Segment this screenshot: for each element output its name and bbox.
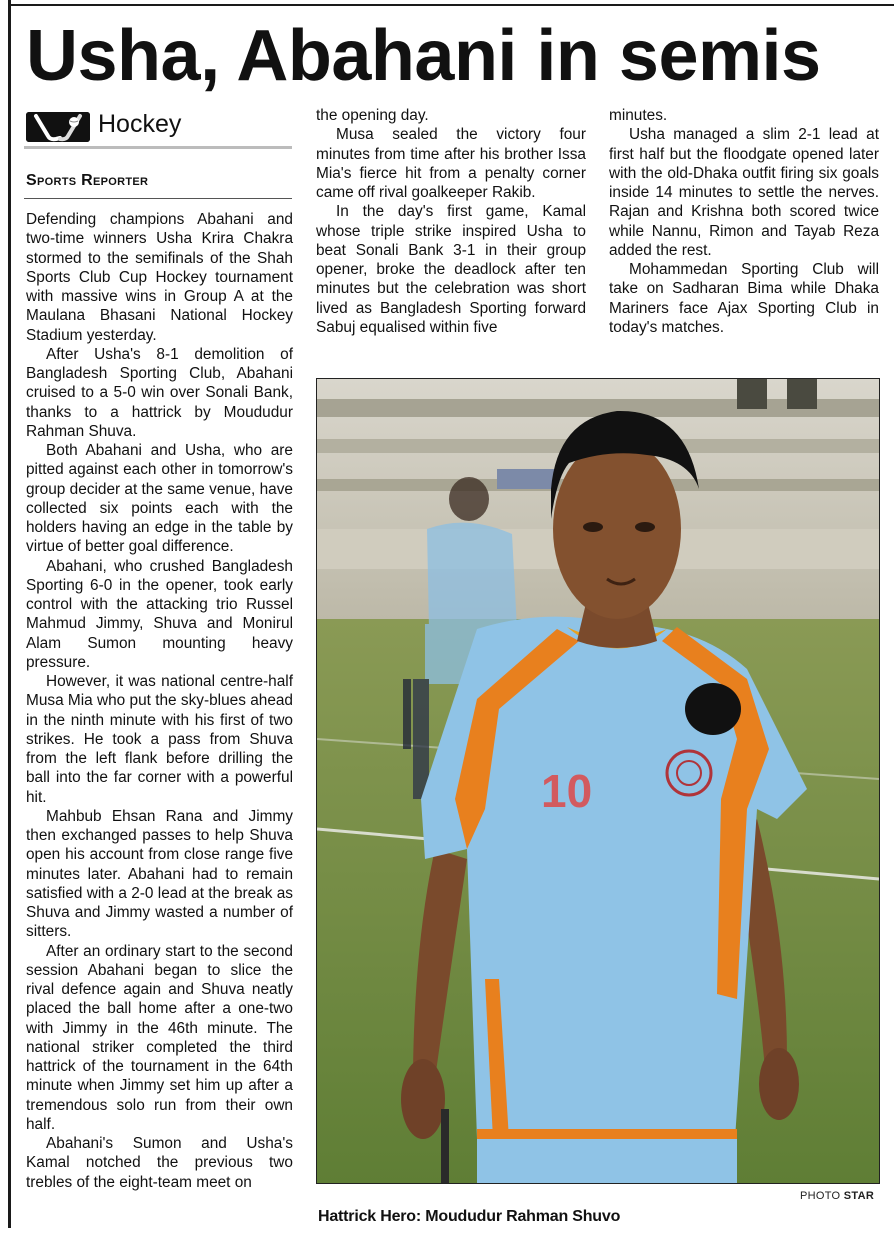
- byline-rule: [24, 198, 292, 199]
- paragraph: the opening day.: [316, 107, 429, 124]
- paragraph: However, it was national centre-half Musa Mia who put the sky-blues ahead in the ninth minute with his first of two strikes. He took a pass from Shuva from the left flank before drilling the ball into the far corner with a powerful hit.: [26, 673, 293, 806]
- photo-caption: Hattrick Hero: Moududur Rahman Shuvo: [318, 1208, 621, 1225]
- paragraph: After Usha's 8-1 demolition of Bangladesh Sporting Club, Abahani cruised to a 5-0 win over Sonali Bank, thanks to a hattrick by Moududur Rahman Shuva.: [26, 345, 293, 440]
- article-column-1: [26, 210, 293, 1192]
- paragraph: After an ordinary start to the second session Abahani began to slice the rival defence again and Shuva neatly placed the ball home after a one-two with Jimmy in the 46th minute. The national striker completed the third hattrick of the tournament in the 64th minute when Jimmy set him up after a tremendous solo run from their own half.: [26, 942, 293, 1133]
- byline: Sports Reporter: [26, 172, 149, 189]
- paragraph: minutes.: [609, 107, 668, 124]
- paragraph: Defending champions Abahani and two-time winners Usha Krira Chakra stormed to the semifinals of the Shah Sports Club Cup Hockey tournament with massive wins in Group A at the Maulana Bhasani National Hockey Stadium yesterday.: [26, 211, 293, 344]
- paragraph: Abahani's Sumon and Usha's Kamal notched the previous two trebles of the eight-team meet on: [26, 1135, 293, 1191]
- article-column-2: [316, 106, 586, 337]
- section-logo: [24, 106, 292, 150]
- paragraph: Musa sealed the victory four minutes from time after his brother Issa Mia's fierce hit from a penalty corner came off rival goalkeeper Rakib.: [316, 126, 586, 201]
- left-column-rule: [8, 0, 11, 1228]
- paragraph: In the day's first game, Kamal whose triple strike inspired Usha to beat Sonali Bank 3-1 in their group opener, broke the deadlock after ten minutes but the celebration was short lived as Bangladesh Sporting forward Sabuj equalised within five: [316, 203, 586, 336]
- section-underline: [24, 146, 292, 149]
- jersey-number: 10: [541, 765, 593, 817]
- article-column-3: [609, 106, 879, 337]
- paragraph: Mahbub Ehsan Rana and Jimmy then exchanged passes to help Shuva open his account from close range five minutes later. Abahani had to remain satisfied with a 2-0 lead at the break as Shuva and Jimmy wasted a number of sitters.: [26, 807, 293, 941]
- headline: Usha, Abahani in semis: [26, 16, 821, 96]
- paragraph: Usha managed a slim 2-1 lead at first half but the floodgate opened later with the old-Dhaka outfit firing six goals inside 14 minutes to settle the nerves. Rajan and Krishna both scored twice while Nannu, Rimon and Tayab Reza added the rest.: [609, 126, 879, 259]
- section-label: Hockey: [98, 110, 182, 138]
- player-photo: [316, 378, 880, 1184]
- paragraph: Abahani, who crushed Bangladesh Sporting 6-0 in the opener, took early control with the attacking trio Russel Mahmud Jimmy, Shuva and Monirul Alam Sumon mounting heavy pressure.: [26, 557, 293, 671]
- photo-credit-prefix: PHOTO: [800, 1190, 841, 1202]
- photo-credit-source: STAR: [843, 1190, 875, 1202]
- hockey-sticks-icon: [26, 112, 90, 142]
- paragraph: Mohammedan Sporting Club will take on Sadharan Bima while Dhaka Mariners face Ajax Sporting Club in today's matches.: [609, 261, 879, 336]
- photo-credit: [800, 1190, 874, 1202]
- paragraph: Both Abahani and Usha, who are pitted against each other in tomorrow's group decider at the same venue, have collected six points each with the holders having an edge in the table by virtue of better goal difference.: [26, 442, 293, 556]
